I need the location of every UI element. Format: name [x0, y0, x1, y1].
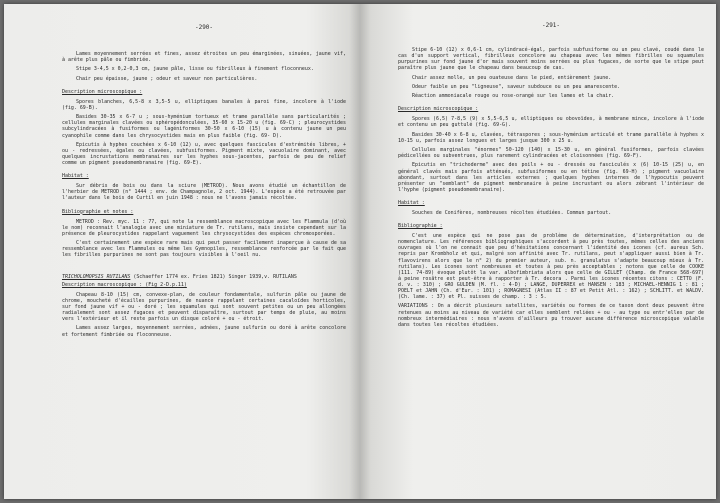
section-heading: Habitat :: [398, 199, 425, 206]
paragraph: Souches de Conifères, nombreuses récoltes étudiées. Commun partout.: [412, 210, 612, 216]
section-heading: Bibliographie et notes :: [62, 208, 134, 215]
paragraph: Stipe 3-4,5 x 0,2-0,3 cm, jaune pâle, lisse ou fibrilleux à finement floconneux.: [76, 66, 314, 73]
section-heading: Description microscopique :: [398, 106, 479, 113]
paragraph: Epicutis en "trichoderme" avec des poils + ou - dressés ou fasciculés x (6) 10-15 (25) u, en général clavés mais parfois atténués, subfusiformes ou en tétine (fig. 69-H) ; pigment vacuolaire abondant, surtout dans les articles externes ; quelques hyphes internes de l'hypocutis peuvent présenter un "semblant" de pigment membranaire à peine incrustant ou alors zébrant l'intérieur de l'hyphe (pigment pseudomembranaire).: [398, 162, 704, 193]
section-heading: Description microscopique :: [62, 88, 143, 95]
paragraph: Chapeau 8-10 (15) cm, convexe-plan, de couleur fondamentale, sulfurin pâle ou jaune de chrome, moucheté d'écailles purpurines, de nuance rappelant certaines cacaloïdes horticoles, sur fond jaune vif + ou - doré ; les squamules qui sont souvent petites ou un peu allongées radialement sont assez fugaces et peuvent disparaître, surtout par temps de pluie, au moins vers l'extérieur et il reste parfois un disque coloré + ou - étroit.: [62, 291, 346, 323]
paragraph: Lames assez larges, moyennement serrées, adnées, jaune sulfurin ou doré à arête concolore et fortement fimbriée ou floconneuse.: [62, 325, 346, 338]
section-heading: Description macroscopique : (Fig 2-D.p.11): [62, 281, 187, 288]
paragraph: VARIATIONS : On a décrit plusieurs satellites, variétés ou formes de ce taxon dont deux peuvent être retenues au moins au niveau de variété car elles semblent reliées + ou - au type ou entr'elles par de nombreux intermédiaires : nous n'avons d'ailleurs pu trouver aucune différence microscopique valable dans toutes les récoltes étudiées.: [398, 303, 704, 328]
paragraph: Chair assez molle, un peu ouateuse dans le pied, entièrement jaune.: [412, 74, 612, 81]
paragraph: Basides 30-40 x 6-8 u, clavées, tétraspores ; sous-hyménium articulé et trame parallèle à hyphes x 10-15 u, parfois assez longues et larges jusque 300 x 25 u.: [398, 131, 704, 144]
paragraph: Lames moyennement serrées et fines, assez étroites un peu émarginées, sinuées, jaune vif, à arête plus pâle ou fimbriée.: [62, 51, 346, 64]
left-page: [4, 4, 360, 499]
page-number: -290-: [194, 24, 214, 31]
right-page: [360, 4, 716, 499]
section-heading: Bibliographie :: [398, 223, 443, 230]
paragraph: Cellules marginales "énormes" 50-120 (140) x 15-30 u, en général fusiformes, parfois clavées pédicellées ou subventrues, plus rarement cylindracées et cloisonnées (fig. 69-F).: [398, 147, 704, 160]
species-citation: (Schaeffer 1774 ex. Fries 1821) Singer 1939,v. RUTILANS: [133, 273, 297, 280]
open-book: [4, 4, 716, 499]
species-name: TRICHOLOMOPSIS RUTILANS: [62, 273, 131, 280]
section-heading: Habitat :: [62, 173, 89, 180]
paragraph: Epicutis à hyphes couchées x 6-10 (12) u, avec quelques fascicules d'extrémités libres, + ou - redressées, égales ou clavées, subfusiformes. Pigment mixte, vacuolaire dominant, avec quelques incrustations membranaires sur les hyphes sous-jacentes, parfois de peu de relief comme un pigment pseudomembranaire (fig. 69-E).: [62, 141, 346, 167]
paragraph: Spores blanches, 6,5-8 x 3,5-5 u, elliptiques banales à paroi fine, incolore à l'iode (fig. 69-B).: [62, 98, 346, 111]
paragraph: Spores (6,5) 7-8,5 (9) x 5,5-6,5 u, elliptiques ou obovoïdes, à membrane mince, incolore à l'iode et contenu un peu guttulé (fig. 69-G).: [398, 116, 704, 129]
paragraph: Odeur faible un peu "ligneuse", saveur subdouce ou un peu amarescente.: [412, 83, 621, 90]
paragraph: C'est une espèce qui ne pose pas de problème de détermination, d'interprétation ou de nomenclature. Les références bibliographiques s'accordent à peu près toutes, mêmes celles des anciens ouvrages où l'on ne connait que peu d'hésitations concernant l'identité des icones (cf. aureus Sch. repris par Krombholz et qui, malgré son affinité avec Tr. rutilans, peut s'appliquer aussi bien à Tr. flavovirens alors que le n° 2) du premier auteur, sub. n. granulatus s'adapte beaucoup mieux à Tr. rutilans). Les icones sont nombreuses et toutes à peu près acceptables ; notons que celle de COOKE (111. 74-89) évoque plutôt la var. albofimbriata alors que celle de GILLET (Champ. de France 568-697) à peine rosâtre est peut-être à rapporter à Tr. decora . Parmi les icones récentes citons : CETTO (F. d. v. : 310) ; GRO GULDEN (M. fl. : 4-D) ; LANGE, DUPERREX et HANSEN : 183 ; MICHAEL-HENNIG 1 : 81 ; POELT et JAHN (Ch. d'Eur. : 101) ; ROMAGNESI (Atlas II : 87 et Petit Atl. : 162) ; SCHLITT. et WALDV. (Ch. lame. : 37) et Pl. suisses de champ. : 3 : 5.: [398, 233, 704, 301]
paragraph: METROD : Rev. myc. 11 : 77, qui note la ressemblance macroscopique avec les Flammula (d'où le nom) reconnait l'analogie avec une miniature de Tr. rutilans, mais insiste cependant sur la présence de pleurocystides rappelant vaguement les chrysocystides des espèces chromosporées.: [62, 218, 346, 237]
paragraph: Stipe 6-10 (12) x 0,6-1 cm, cylindracé-égal, parfois subfusiforme ou un peu clavé, coudé dans le cas d'un support vertical, fibrilleux concolore au chapeau avec les mêmes fibrilles ou squamules purpurines sur fond jaune d'or mais souvent moins serrées ou plus fugaces, de sorte que le stipe peut paraître plus jaune que le chapeau dans beaucoup de cas.: [398, 47, 704, 72]
paragraph: C'est certainement une espèce rare mais qui peut passer facilement inaperçue à cause de sa ressemblance avec les Flammules ou même les Gymnopiles, ressemblance renforcée par le fait que les fibrilles purpurines ne sont pas toujours visibles à l'oeil nu.: [62, 240, 346, 259]
paragraph: Basides 30-35 x 6-7 u ; sous-hyménium tortueux et trame parallèle sans particularités ; cellules marginales clavées ou sphéropédonculées, 35-60 x 15-20 u (fig. 69-C) ; pleurocystides subcylindracées à fusiformes ou lagéniformes 30-50 x 6-10 (15) u à contenu jaune un peu cyanophile comme dans les chrysocystides mais en plus faible (fig. 69- D).: [62, 114, 346, 139]
paragraph: Réaction ammoniacale rouge ou rose-orangé sur les lames et la chair.: [412, 93, 615, 100]
page-number: -291-: [541, 22, 561, 29]
paragraph: Sur débris de bois ou dans la sciure (METROD). Nous avons étudié un échantillon de l'herbier de METROD (n° 1444 ; env. de Champagnole, 2 oct. 1944). L'espèce a été retrouvée par l'auteur dans le bois de Curtil en juin 1948 : nous ne l'avons jamais récoltée.: [62, 183, 346, 202]
species-title: [62, 274, 346, 280]
paragraph: Chair peu épaisse, jaune ; odeur et saveur non particulières.: [76, 75, 258, 82]
